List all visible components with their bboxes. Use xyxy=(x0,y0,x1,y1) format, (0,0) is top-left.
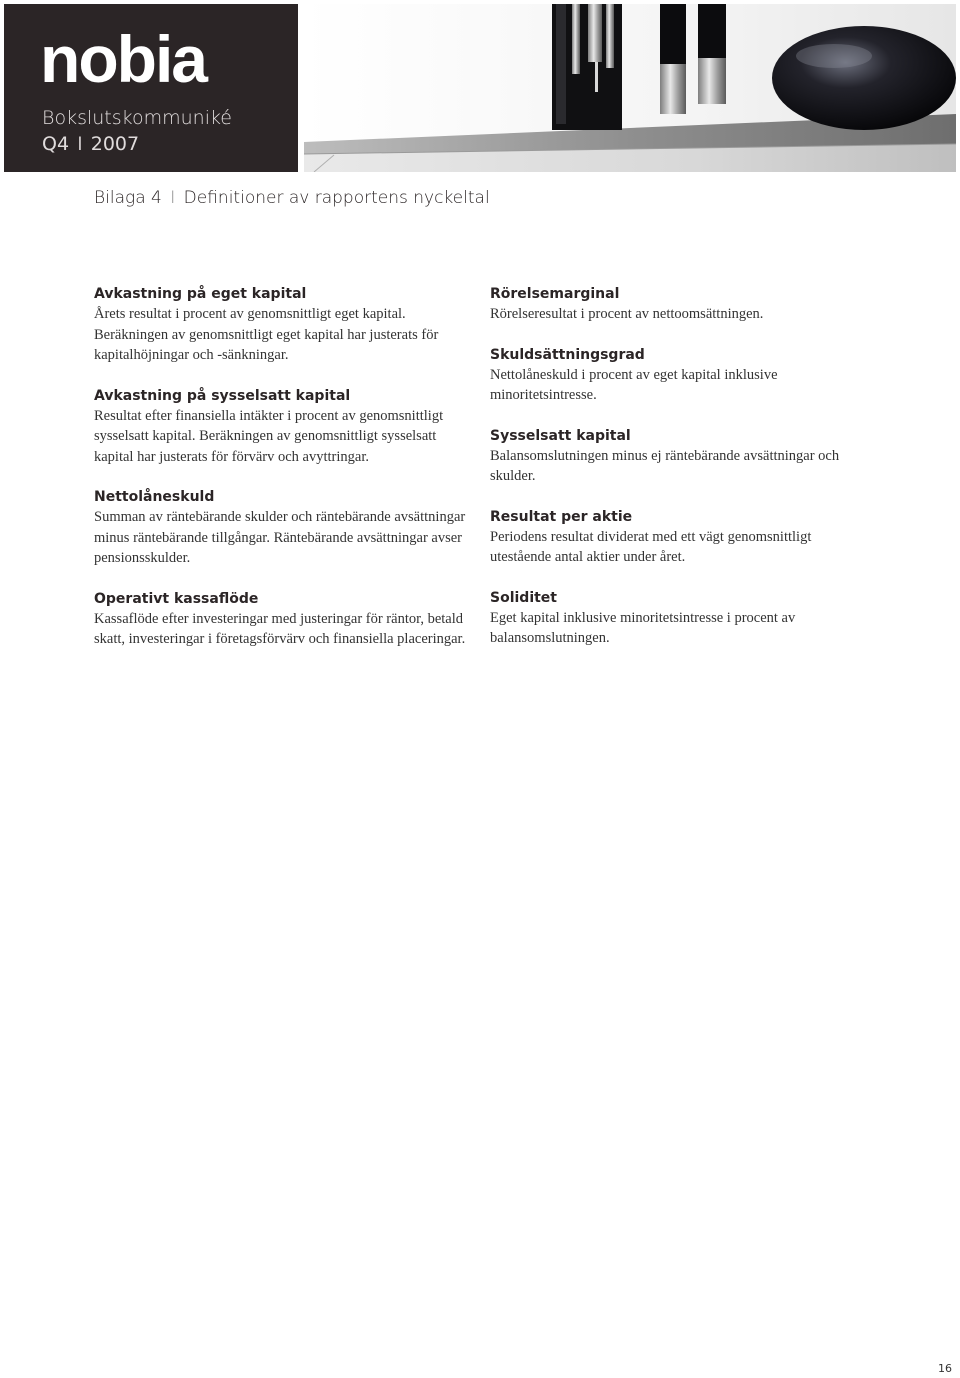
definition-item xyxy=(94,589,474,650)
report-period xyxy=(42,132,139,157)
definition-text: Årets resultat i procent av genomsnittligt eget kapital. Beräkningen av genomsnittligt eget kapital har justerats för kapitalhöjningar och -sänkningar. xyxy=(94,306,439,363)
definition-text: Resultat efter finansiella intäkter i procent av genomsnittligt sysselsatt kapital. Beräkningen av genomsnittligt sysselsatt kapital har justerats för förvärv och avyttringar. xyxy=(94,407,444,465)
report-separator: I xyxy=(77,133,83,155)
definition-item xyxy=(490,284,870,325)
definition-item xyxy=(490,426,870,487)
definition-text: Summan av räntebärande skulder och räntebärande avsättningar minus räntebärande tillgångar. Räntebärande avsättningar avser pensionsskulder. xyxy=(94,509,466,566)
definition-item xyxy=(490,588,870,649)
definition-text: Nettolåneskuld i procent av eget kapital inklusive minoritetsintresse. xyxy=(490,366,778,403)
definition-text: Balansomslutningen minus ej räntebärande avsättningar och skulder. xyxy=(490,447,840,484)
definition-item xyxy=(94,284,474,366)
nobia-logo: nobia xyxy=(40,22,206,96)
report-year: 2007 xyxy=(90,133,140,155)
definition-term: Soliditet xyxy=(490,589,557,606)
definition-item xyxy=(94,386,474,468)
section-title xyxy=(94,188,490,208)
definition-item xyxy=(94,487,474,569)
section-heading: Definitioner av rapportens nyckeltal xyxy=(183,188,490,208)
report-quarter: Q4 xyxy=(42,133,70,155)
header-block xyxy=(4,4,298,172)
definition-term: Avkastning på eget kapital xyxy=(94,286,307,302)
definition-term: Operativt kassaflöde xyxy=(94,590,259,607)
section-label: Bilaga 4 xyxy=(94,188,162,208)
definitions-left-column xyxy=(94,284,474,670)
section-separator: I xyxy=(170,188,176,208)
definition-term: Avkastning på sysselsatt kapital xyxy=(94,387,351,404)
definition-text: Rörelseresultat i procent av nettoomsättningen. xyxy=(490,306,764,322)
definition-text: Kassaflöde efter investeringar med justeringar för räntor, betald skatt, investeringar i företagsförvärv och finansiella placeringar. xyxy=(94,610,466,647)
kitchen-photo-illustration xyxy=(304,4,956,172)
kitchen-photo xyxy=(304,4,956,172)
definition-text: Eget kapital inklusive minoritetsintresse i procent av balansomslutningen. xyxy=(490,609,796,646)
definition-term: Rörelsemarginal xyxy=(490,286,620,302)
report-title: Bokslutskommuniké xyxy=(42,107,232,129)
definition-item xyxy=(490,345,870,406)
definition-text: Periodens resultat dividerat med ett vägt genomsnittligt utestående antal aktier under året. xyxy=(490,528,812,565)
definition-term: Resultat per aktie xyxy=(490,508,633,525)
definition-term: Nettolåneskuld xyxy=(94,489,215,505)
definitions-right-column xyxy=(490,284,870,669)
definition-item xyxy=(490,507,870,568)
definition-term: Sysselsatt kapital xyxy=(490,427,631,444)
definition-term: Skuldsättningsgrad xyxy=(490,346,645,363)
page-number: 16 xyxy=(938,1362,952,1375)
